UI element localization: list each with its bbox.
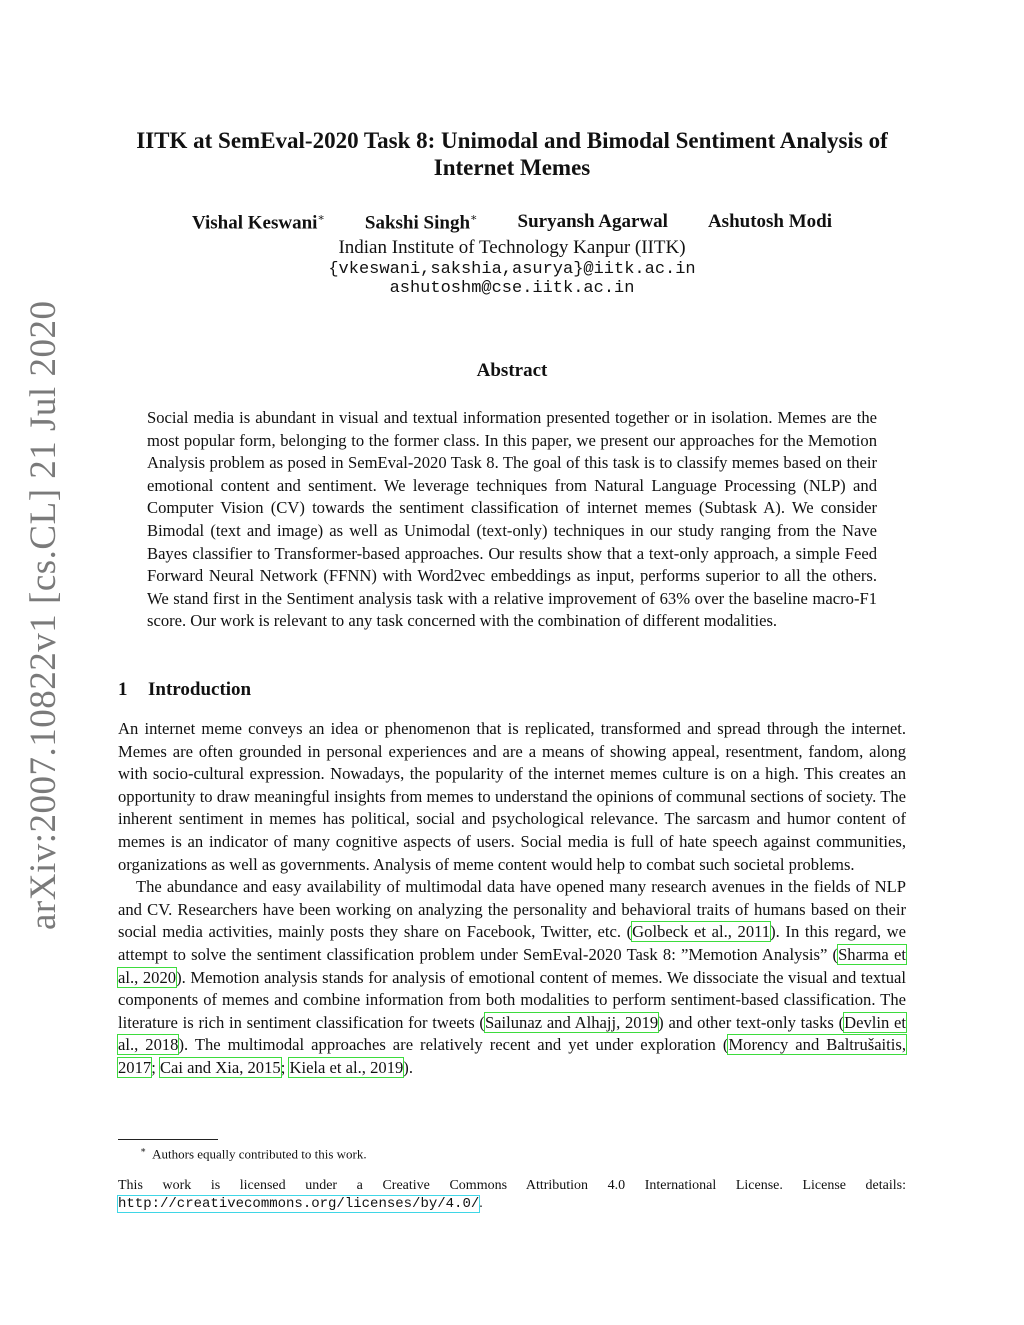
author-3: Suryansh Agarwal — [517, 211, 668, 232]
abstract-text: Social media is abundant in visual and textual information presented together or in isolation. Memes are the most popular form, belonging to the former class. In this paper, we present our approaches for the Memotion Analysis problem as posed in SemEval-2020 Task 8. The goal of this task is to classify memes based on their emotional content and sentiment. We leverage techniques from Natural Language Processing (NLP) and Computer Vision (CV) towards the sentiment classification of internet memes (Subtask A). We consider Bimodal (text and image) as well as Unimodal (text-only) techniques in our study ranging from the Nave Bayes classifier to Transformer-based approaches. Our results show that a text-only approach, a simple Feed Forward Neural Network (FFNN) with Word2vec embeddings as input, performs superior to all the others. We stand first in the Sentiment analysis task with a relative improvement of 63% over the baseline macro-F1 score. Our work is relevant to any task concerned with the combination of different modalities. — [147, 408, 877, 631]
author-block — [100, 211, 924, 298]
author-2: Sakshi Singh∗ — [364, 212, 478, 234]
section-number: 1 — [118, 679, 128, 700]
citation-link[interactable]: Cai and Xia, 2015 — [159, 1057, 281, 1077]
citation-link[interactable]: Devlin et al., 2018 — [118, 1012, 906, 1055]
intro-paragraph-1: An internet meme conveys an idea or phenomenon that is replicated, transformed and spread through the internet. Memes are often grounded in personal experiences and are a means of showing appeal, resentment, fandom, along with socio-cultural expression. Nowadays, the popularity of the internet memes culture is on a high. This creates an opportunity to draw meaningful insights from memes to understand the opinions of communal sections of society. The inherent sentiment in memes has political, social and psychological relevance. The sarcasm and humor content of memes is an indicator of many cognitive aspects of users. Social media is full of hate speech against communities, organizations as well as governments. Analysis of meme content would help to combat such societal problems. — [118, 719, 906, 874]
author-1: Vishal Keswani∗ — [191, 212, 325, 234]
citation-link[interactable]: Kiela et al., 2019 — [289, 1057, 404, 1077]
email-line-2: ashutoshm@cse.iitk.ac.in — [389, 279, 635, 299]
paper-title: IITK at SemEval-2020 Task 8: Unimodal and Bimodal Sentiment Analysis of Internet Memes — [136, 128, 888, 180]
citation-link[interactable]: Golbeck et al., 2011 — [632, 922, 771, 942]
citation-link[interactable]: Sailunaz and Alhajj, 2019 — [484, 1012, 659, 1032]
citation-link[interactable]: Morency and Baltrušaitis, 2017 — [118, 1035, 906, 1077]
citation-link[interactable]: Sharma et al., 2020 — [118, 944, 906, 987]
email-line-1: {vkeswani,sakshia,asurya}@iitk.ac.in — [328, 260, 696, 280]
arxiv-stamp: arXiv:2007.10822v1 [cs.CL] 21 Jul 2020 — [23, 300, 64, 930]
license-url-link[interactable]: http://creativecommons.org/licenses/by/4.0/ — [118, 1196, 480, 1212]
footnote-rule — [118, 1139, 218, 1140]
footnote: ∗ Authors equally contributed to this work. — [140, 1145, 367, 1162]
intro-paragraph-2: The abundance and easy availability of multimodal data have opened many research avenues in the fields of NLP and CV. Researchers have been working on analyzing the personality and behavioral traits of humans based on their social media activities, mainly posts they share on Facebook, Twitter, etc. (Golbeck et al., 2011). In this regard, we attempt to solve the sentiment classification problem under SemEval-2020 Task 8: ”Memotion Analysis” (Sharma et al., 2020). Memotion analysis stands for analysis of emotional content of memes. We dissociate the visual and textual components of memes and combine information from both modalities to perform sentiment-based classification. The literature is rich in sentiment classification for tweets (Sailunaz and Alhajj, 2019) and other text-only tasks (Devlin et al., 2018). The multimodal approaches are relatively recent and yet under exploration (Morency and Baltrušaitis, 2017; Cai and Xia, 2015; Kiela et al., 2019). — [118, 877, 907, 1077]
intro-body — [118, 718, 906, 1080]
affiliation: Indian Institute of Technology Kanpur (IITK) — [338, 237, 686, 259]
license-notice: This work is licensed under a Creative Commons Attribution 4.0 International License. License details: http://creativecommons.org/licenses/by/4.0/. — [118, 1178, 906, 1212]
section-title: Introduction — [148, 679, 252, 700]
abstract-heading: Abstract — [476, 360, 548, 381]
section-heading — [118, 679, 251, 701]
author-4: Ashutosh Modi — [707, 211, 833, 232]
